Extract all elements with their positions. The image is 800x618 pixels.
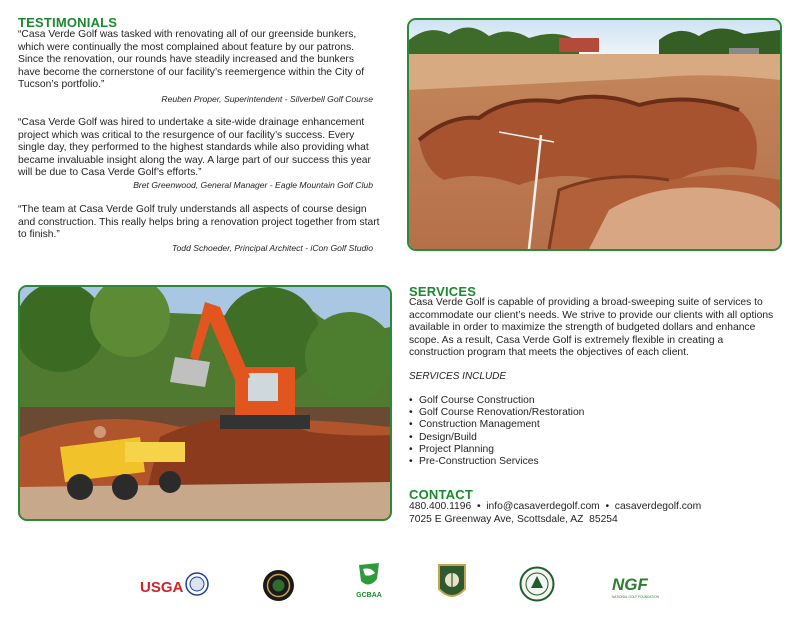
asgca-shield-logo [437, 563, 467, 603]
testimonials-heading: TESTIMONIALS [18, 15, 118, 30]
bunker-construction-photo [407, 18, 782, 251]
ngf-logo [612, 574, 660, 600]
testimonial-author-3: Todd Schoeder, Principal Architect - iCon Golf Studio [172, 243, 373, 253]
usga-logo [140, 572, 210, 598]
testimonial-author-1: Reuben Proper, Superintendent - Silverbell Golf Course [161, 94, 373, 104]
testimonial-quote-1: “Casa Verde Golf was tasked with renovating all of our greenside bunkers, which were continually the most complained about feature by our patrons. Since the renovation, our rounds have steadily increased and the bunkers have become the cornerstone of our facility’s reemergence within the City of Tucson’s portfolio.” [18, 29, 365, 91]
list-item: • Golf Course Construction [409, 395, 584, 407]
association-seal-logo [519, 566, 555, 602]
ngf-logo-subtext: NATIONAL GOLF FOUNDATION [612, 595, 659, 599]
list-item: • Project Planning [409, 444, 584, 456]
usga-logo-text: USGA [140, 579, 184, 596]
testimonial-quote-3: “The team at Casa Verde Golf truly understands all aspects of course design and construction. This really helps bring a renovation project together from start to finish.” [18, 204, 380, 241]
contact-address: 7025 E Greenway Ave, Scottsdale, AZ 85254 [409, 514, 618, 525]
list-item: • Pre-Construction Services [409, 456, 584, 468]
services-list [409, 395, 584, 468]
gcsaa-seal-logo [262, 569, 295, 602]
testimonial-author-2: Bret Greenwood, General Manager - Eagle Mountain Golf Club [133, 180, 373, 190]
gcbaa-logo-text: GCBAA [356, 592, 382, 599]
services-heading: SERVICES [409, 284, 477, 299]
contact-phone-email-web: 480.400.1196 • info@casaverdegolf.com • casaverdegolf.com [409, 501, 702, 512]
list-item: • Construction Management [409, 419, 584, 431]
list-item: • Design/Build [409, 432, 584, 444]
list-item: • Golf Course Renovation/Restoration [409, 407, 584, 419]
services-description: Casa Verde Golf is capable of providing a broad-sweeping suite of services to accommodate our client’s needs. We strive to provide our clients with all options available in order to maximize the strength of budgeted dollars and enhance scope. As a result, Casa Verde Golf is extremely flexible in creating a construction program that meets the objectives of each client. [409, 297, 774, 358]
ngf-logo-text: NGF [612, 575, 648, 594]
gcbaa-logo [353, 561, 385, 601]
services-include-subheading: SERVICES INCLUDE [409, 371, 507, 382]
testimonial-quote-2: “Casa Verde Golf was hired to undertake a site-wide drainage enhancement project which was critical to the resurgence of our facility’s success. Every single day, they performed to the highest standards while also providing what became invaluable insight along the way. A large part of our success this year will be due to Casa Verde Golf’s efforts.” [18, 117, 371, 179]
contact-heading: CONTACT [409, 487, 473, 502]
excavator-photo [18, 285, 392, 521]
